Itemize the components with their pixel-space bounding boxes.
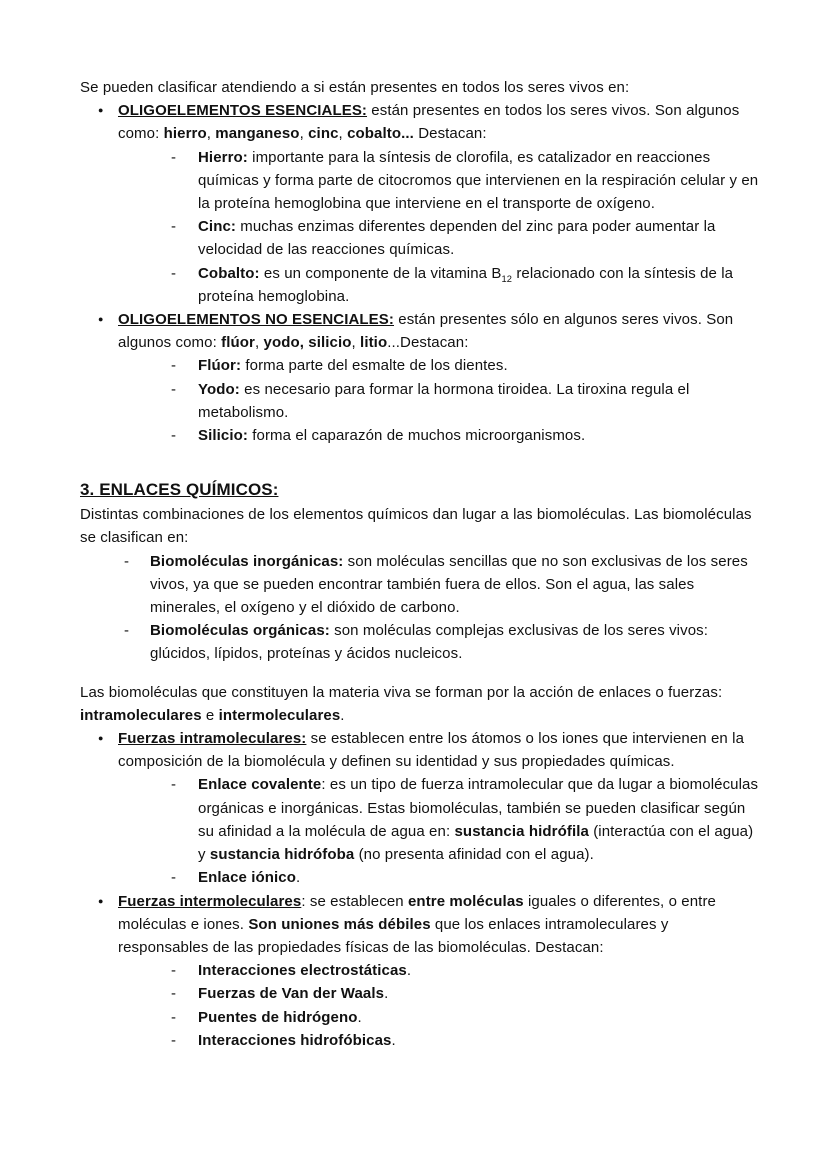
text-run: Flúor:	[198, 357, 242, 375]
text-run: Fuerzas intermoleculares	[118, 892, 302, 910]
text-run: Interacciones hidrofóbicas	[198, 1031, 392, 1049]
text-run: : es un tipo de fuerza intramolecular que da lugar a biomoléculas orgánicas e inorgánicas. Estas biomoléculas, también se pueden clasificar según su afinidad a la molécula de agua en:	[198, 776, 759, 840]
text-run: Silicio:	[198, 427, 248, 445]
paragraph	[80, 503, 762, 549]
text-run: importante para la síntesis de clorofila, es catalizador en reacciones químicas y forma parte de citocromos que intervienen en la respiración celular y en la proteína hemoglobina que interviene en el transporte de oxígeno.	[198, 148, 759, 213]
dash-item	[80, 215, 762, 261]
dash-marker: -	[171, 985, 177, 1003]
text-run: intermoleculares	[218, 706, 341, 724]
text-content	[118, 102, 739, 142]
text-run: relacionado con la síntesis de la proteína hemoglobina.	[198, 264, 734, 305]
text-content	[198, 427, 585, 444]
text-run: se establecen entre los átomos o los iones que intervienen en la composición de la biomolécula y definen su identidad y sus propiedades químicas.	[118, 730, 745, 771]
text-run: es necesario para formar la hormona tiroidea. La tiroxina regula el metabolismo.	[198, 380, 690, 421]
text-content	[198, 357, 508, 374]
text-run: son moléculas sencillas que no son exclusivas de los seres vivos, ya que se pueden encontrar también fuera de ellos. Son el agua, las sales minerales, el oxígeno y el dióxido de carbono.	[150, 552, 748, 617]
text-run: Cinc:	[198, 218, 236, 236]
text-run: cinc	[308, 125, 339, 143]
dash-item	[80, 262, 762, 308]
text-content	[198, 149, 758, 212]
text-run: Interacciones electrostáticas	[198, 962, 407, 980]
text-run: iguales o diferentes, o entre moléculas e iones.	[118, 892, 716, 933]
text-run: son moléculas complejas exclusivas de los seres vivos: glúcidos, lípidos, proteínas y ácidos nucleicos.	[150, 622, 709, 663]
dash-item	[80, 354, 762, 377]
text-run: : se establecen	[301, 892, 408, 910]
text-run: Biomoléculas inorgánicas:	[150, 552, 344, 570]
dash-marker: -	[171, 962, 177, 980]
text-run: muchas enzimas diferentes dependen del zinc para poder aumentar la velocidad de las reacciones químicas.	[198, 218, 716, 259]
bullet-marker: ●	[98, 895, 104, 906]
bullet-item	[80, 890, 762, 960]
text-run: ...Destacan:	[387, 334, 469, 352]
text-run: Fuerzas intramoleculares:	[118, 730, 307, 748]
text-run: .	[340, 706, 345, 724]
text-run: forma el caparazón de muchos microorganismos.	[247, 427, 586, 445]
text-content	[198, 985, 388, 1002]
dash-item	[80, 959, 762, 982]
dash-marker: -	[171, 218, 177, 236]
dash-marker: -	[171, 357, 177, 375]
text-run: Fuerzas de Van der Waals	[198, 985, 385, 1003]
dash-item	[80, 982, 762, 1005]
dash-item	[80, 146, 762, 216]
text-content	[118, 893, 716, 956]
dash-marker: -	[171, 776, 177, 794]
text-run: Biomoléculas orgánicas:	[150, 622, 330, 640]
text-run: Las biomoléculas que constituyen la materia viva se forman por la acción de enlaces o fuerzas:	[80, 683, 723, 701]
text-run: litio	[360, 334, 388, 352]
paragraph	[80, 76, 762, 99]
text-run: flúor	[221, 334, 255, 352]
blank-line	[80, 447, 762, 462]
text-content	[80, 684, 722, 724]
text-run: OLIGOELEMENTOS ESENCIALES:	[118, 102, 368, 120]
text-run: hierro	[163, 125, 207, 143]
text-run: Enlace iónico	[198, 869, 296, 887]
text-run: e	[201, 706, 219, 724]
text-run: (interactúa con el agua) y	[198, 822, 754, 864]
text-content	[198, 265, 733, 305]
text-run: Yodo:	[198, 380, 240, 398]
dash-item	[80, 773, 762, 866]
text-run: entre moléculas	[407, 892, 524, 910]
paragraph	[80, 681, 762, 727]
text-run: es un componente de la vitamina B	[259, 264, 502, 282]
text-run: yodo, silicio	[263, 334, 352, 352]
text-content	[80, 506, 752, 546]
text-run: 12	[501, 273, 513, 284]
dash-marker: -	[171, 1031, 177, 1049]
dash-marker: -	[171, 869, 177, 887]
text-run: ,	[254, 334, 264, 352]
bullet-item	[80, 727, 762, 773]
text-run: Destacan:	[413, 125, 487, 143]
text-run: .	[296, 869, 301, 887]
dash-marker: -	[124, 552, 130, 570]
text-run: Cobalto:	[198, 264, 260, 282]
text-run: .	[384, 985, 389, 1003]
text-content	[198, 962, 411, 979]
text-content	[198, 381, 689, 421]
text-content	[198, 1009, 362, 1026]
bullet-marker: ●	[98, 105, 104, 116]
text-run: forma parte del esmalte de los dientes.	[241, 357, 508, 375]
text-content	[150, 622, 708, 662]
dash-marker: -	[171, 264, 177, 282]
dash-marker: -	[171, 148, 177, 166]
text-run: ,	[351, 334, 361, 352]
text-run: ,	[299, 125, 309, 143]
text-run: Son uniones más débiles	[248, 915, 431, 933]
dash-item	[80, 619, 762, 665]
text-content	[80, 480, 278, 499]
dash-item	[80, 424, 762, 447]
text-run: .	[406, 962, 412, 980]
text-run: (no presenta afinidad con el agua).	[354, 846, 594, 864]
text-run: están presentes sólo en algunos seres vivos. Son algunos como:	[118, 311, 734, 352]
text-run: Distintas combinaciones de los elementos químicos dan lugar a las biomoléculas. Las biomoléculas se clasifican en:	[80, 506, 752, 547]
text-run: Hierro:	[198, 148, 248, 166]
dash-item	[80, 550, 762, 620]
section-heading	[80, 477, 762, 503]
text-content	[80, 79, 629, 96]
blank-line	[80, 666, 762, 681]
text-content	[118, 730, 744, 770]
dash-item	[80, 378, 762, 424]
text-run: Enlace covalente	[198, 776, 322, 794]
text-content	[198, 1032, 396, 1049]
text-run: están presentes en todos los seres vivos. Son algunos como:	[118, 102, 740, 143]
text-run: sustancia hidrófila	[454, 822, 589, 840]
dash-marker: -	[171, 1008, 177, 1026]
text-run: .	[357, 1008, 362, 1026]
text-run: cobalto...	[347, 125, 414, 143]
bullet-marker: ●	[98, 733, 104, 744]
dash-marker: -	[171, 427, 177, 445]
dash-item	[80, 1029, 762, 1052]
text-run: ,	[338, 125, 348, 143]
bullet-marker: ●	[98, 314, 104, 325]
text-run: que los enlaces intramoleculares y responsables de las propiedades físicas de las biomoléculas. Destacan:	[118, 915, 669, 956]
dash-item	[80, 1006, 762, 1029]
text-run: sustancia hidrófoba	[209, 846, 355, 864]
dash-item	[80, 866, 762, 889]
text-run: Se pueden clasificar atendiendo a si están presentes en todos los seres vivos en:	[80, 79, 630, 96]
text-run: 3. ENLACES QUÍMICOS:	[80, 480, 279, 500]
text-content	[198, 218, 716, 258]
text-content	[198, 869, 300, 886]
dash-marker: -	[124, 622, 130, 640]
text-run: ,	[206, 125, 216, 143]
text-run: manganeso	[215, 125, 300, 143]
bullet-item	[80, 99, 762, 145]
bullet-item	[80, 308, 762, 354]
text-run: OLIGOELEMENTOS NO ESENCIALES:	[118, 311, 394, 329]
document-body	[80, 76, 762, 1052]
text-run: Puentes de hidrógeno	[198, 1008, 358, 1026]
text-run: .	[391, 1031, 396, 1049]
text-content	[118, 311, 733, 351]
text-content	[150, 553, 748, 616]
text-run: intramoleculares	[80, 706, 202, 724]
text-content	[198, 776, 758, 863]
dash-marker: -	[171, 380, 177, 398]
